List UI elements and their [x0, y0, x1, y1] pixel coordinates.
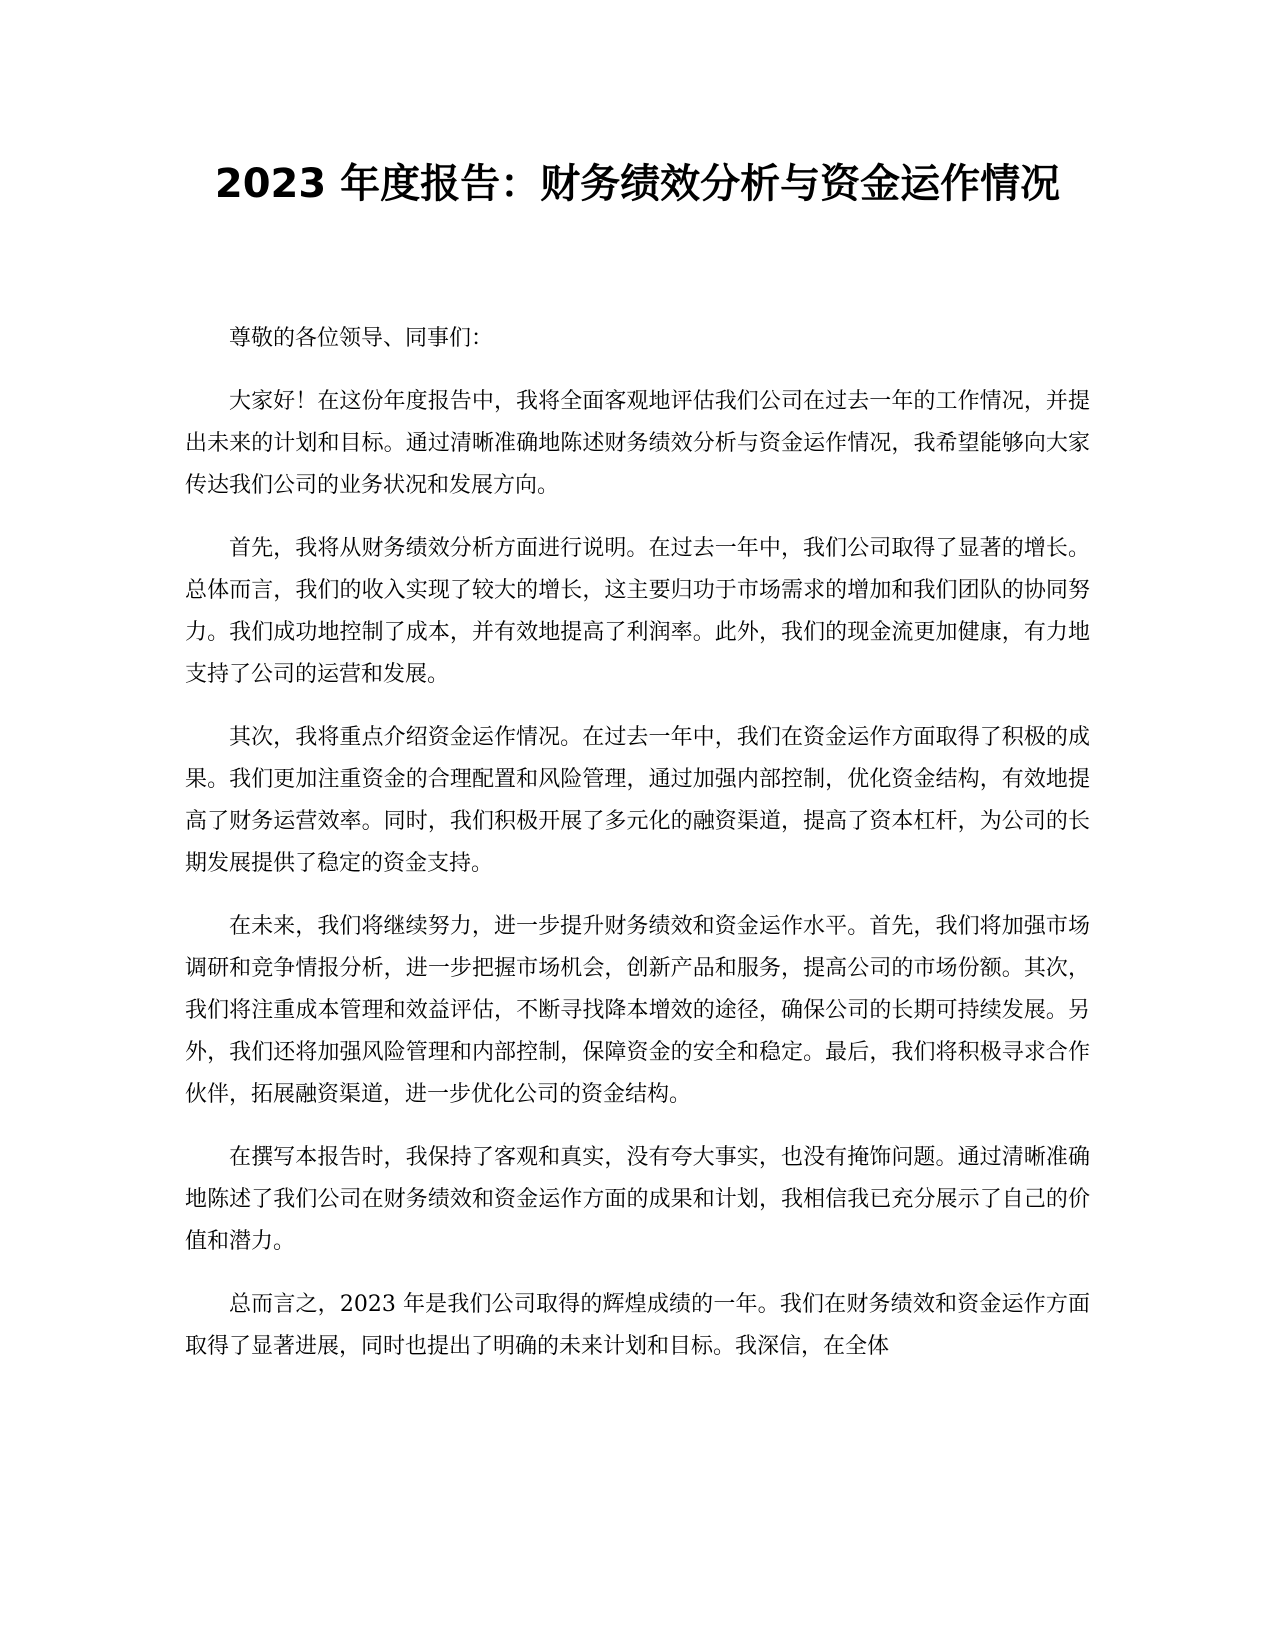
- paragraph-objectivity: 在撰写本报告时，我保持了客观和真实，没有夸大事实，也没有掩饰问题。通过清晰准确地陈述了我们公司在财务绩效和资金运作方面的成果和计划，我相信我已充分展示了自己的价值和潜力。: [185, 1145, 1090, 1254]
- salutation: 尊敬的各位领导、同事们：: [229, 326, 494, 351]
- document-body: [185, 318, 1090, 1389]
- paragraph-intro: 大家好！在这份年度报告中，我将全面客观地评估我们公司在过去一年的工作情况，并提出未来的计划和目标。通过清晰准确地陈述财务绩效分析与资金运作情况，我希望能够向大家传达我们公司的业务状况和发展方向。: [185, 389, 1090, 498]
- document-title: 2023 年度报告：财务绩效分析与资金运作情况: [214, 161, 1061, 207]
- paragraph-future-plans: 在未来，我们将继续努力，进一步提升财务绩效和资金运作水平。首先，我们将加强市场调研和竞争情报分析，进一步把握市场机会，创新产品和服务，提高公司的市场份额。其次，我们将注重成本管理和效益评估，不断寻找降本增效的途径，确保公司的长期可持续发展。另外，我们还将加强风险管理和内部控制，保障资金的安全和稳定。最后，我们将积极寻求合作伙伴，拓展融资渠道，进一步优化公司的资金结构。: [185, 914, 1090, 1107]
- paragraph-fund-operations: 其次，我将重点介绍资金运作情况。在过去一年中，我们在资金运作方面取得了积极的成果。我们更加注重资金的合理配置和风险管理，通过加强内部控制，优化资金结构，有效地提高了财务运营效率。同时，我们积极开展了多元化的融资渠道，提高了资本杠杆，为公司的长期发展提供了稳定的资金支持。: [185, 725, 1090, 876]
- paragraph-summary: 总而言之，2023 年是我们公司取得的辉煌成绩的一年。我们在财务绩效和资金运作方面取得了显著进展，同时也提出了明确的未来计划和目标。我深信，在全体: [185, 1292, 1090, 1359]
- paragraph-financial-performance: 首先，我将从财务绩效分析方面进行说明。在过去一年中，我们公司取得了显著的增长。总体而言，我们的收入实现了较大的增长，这主要归功于市场需求的增加和我们团队的协同努力。我们成功地控制了成本，并有效地提高了利润率。此外，我们的现金流更加健康，有力地支持了公司的运营和发展。: [185, 536, 1090, 687]
